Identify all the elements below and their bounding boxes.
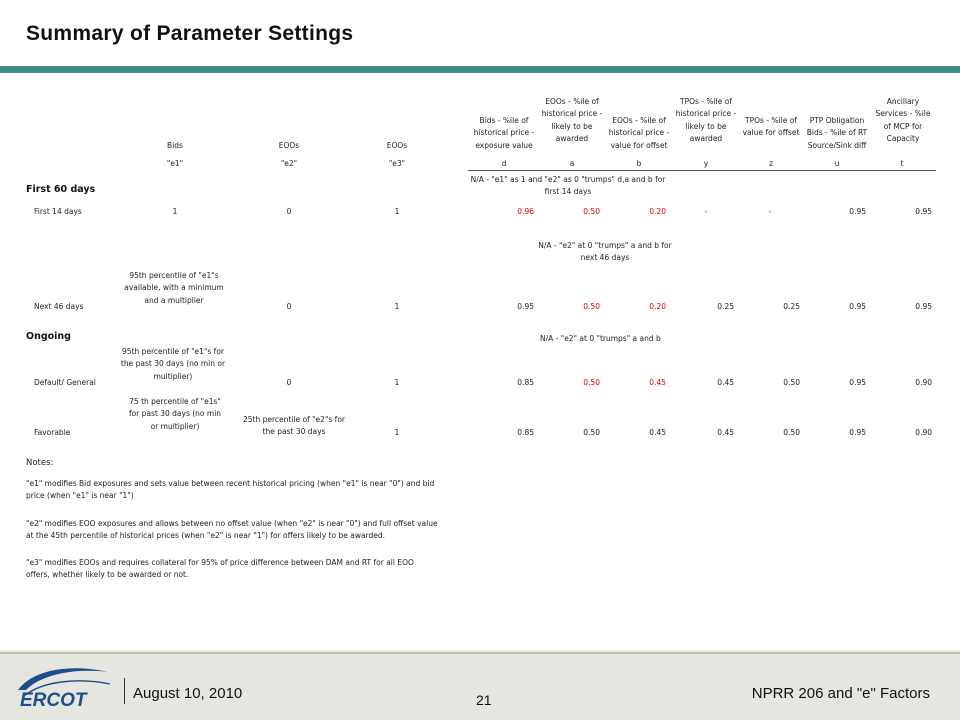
footer-date: August 10, 2010	[133, 685, 243, 702]
symbol-z: z	[769, 159, 773, 168]
cell-favorable-e2: 25th percentile of "e2"s for the past 30 days	[242, 415, 345, 437]
ercot-logo	[14, 662, 114, 710]
cell-favorable-t: 0.90	[915, 428, 932, 437]
notes-heading: Notes:	[26, 458, 54, 468]
symbol-u: u	[834, 159, 840, 168]
col-header-bids: Bids	[167, 141, 183, 150]
cell-14-a: 0.50	[583, 207, 600, 216]
cell-default-b: 0.45	[649, 378, 666, 387]
cell-favorable-u: 0.95	[849, 428, 866, 437]
cell-14-e1: 1	[172, 207, 178, 216]
cell-favorable-z: 0.50	[783, 428, 800, 437]
footer-rule	[0, 652, 960, 654]
symbol-b: b	[636, 159, 642, 168]
symbol-a: a	[569, 159, 575, 168]
col-header-d: Bids - %ile of historical price - exposure value	[473, 116, 535, 150]
symbol-d: d	[501, 159, 507, 168]
cell-46-d: 0.95	[517, 302, 534, 311]
footer-doc-title: NPRR 206 and "e" Factors	[751, 685, 930, 702]
cell-46-b: 0.20	[649, 302, 666, 311]
cell-14-e2: 0	[286, 207, 292, 216]
note-next-46-days: N/A - "e2" at 0 "trumps" a and b for next 46 days	[538, 241, 672, 263]
section-ongoing: Ongoing	[26, 331, 71, 342]
cell-14-d: 0.96	[517, 207, 534, 216]
symbol-y: y	[703, 159, 709, 168]
page-number: 21	[476, 692, 492, 708]
note-first-14-days: N/A - "e1" as 1 and "e2" as 0 "trumps" d,a and b for first 14 days	[470, 175, 666, 197]
cell-default-e3: 1	[394, 378, 400, 387]
note-ongoing: N/A - "e2" at 0 "trumps" a and b	[540, 334, 661, 343]
section-first-60-days: First 60 days	[26, 184, 96, 195]
cell-favorable-d: 0.85	[517, 428, 534, 437]
cell-14-b: 0.20	[649, 207, 666, 216]
cell-favorable-b: 0.45	[649, 428, 666, 437]
col-header-eoos-e3: EOOs	[386, 141, 408, 150]
cell-46-e2: 0	[286, 302, 292, 311]
cell-46-y: 0.25	[717, 302, 734, 311]
symbol-e1: "e1"	[166, 159, 184, 168]
row-label-default-general: Default/ General	[34, 378, 96, 387]
symbol-e2: "e2"	[280, 159, 298, 168]
cell-46-a: 0.50	[583, 302, 600, 311]
symbol-t: t	[900, 159, 904, 168]
cell-46-u: 0.95	[849, 302, 866, 311]
row-label-favorable: Favorable	[34, 428, 71, 437]
cell-14-u: 0.95	[849, 207, 866, 216]
note-e1: "e1" modifies Bid exposures and sets value between recent historical pricing (when "e1" is near "0") and bid price (when "e1" is near "1")	[26, 479, 435, 500]
cell-14-z: -	[768, 207, 772, 216]
cell-46-e1: 95th percentile of "e1"s available, with a minimum and a multiplier	[124, 271, 224, 305]
cell-default-e1: 95th percentile of "e1"s for the past 30 days (no min or multiplier)	[120, 347, 226, 381]
col-header-y: TPOs - %ile of historical price - likely to be awarded	[675, 97, 737, 144]
cell-default-a: 0.50	[583, 378, 600, 387]
cell-favorable-e1: 75 th percentile of "e1s" for past 30 days (no min or multiplier)	[128, 397, 222, 431]
note-e2: "e2" modifies EOO exposures and allows between no offset value (when "e2" is near "0") and full offset value at the 45th percentile of historical prices (when "e2" is near "1") for offers likely to be awarded.	[26, 519, 438, 540]
footer-separator	[124, 678, 125, 704]
symbol-e3: "e3"	[388, 159, 406, 168]
cell-favorable-a: 0.50	[583, 428, 600, 437]
cell-46-t: 0.95	[915, 302, 932, 311]
cell-default-e2: 0	[286, 378, 292, 387]
col-header-b: EOOs - %ile of historical price - value for offset	[608, 116, 670, 150]
col-header-eoos-e2: EOOs	[278, 141, 300, 150]
logo-wordmark: ERCOT	[20, 690, 87, 710]
slide-title: Summary of Parameter Settings	[26, 22, 354, 45]
cell-default-u: 0.95	[849, 378, 866, 387]
row-label-first-14-days: First 14 days	[34, 207, 82, 216]
col-header-u: PTP Obligation Bids - %ile of RT Source/Sink diff	[806, 116, 868, 150]
cell-14-t: 0.95	[915, 207, 932, 216]
cell-default-d: 0.85	[517, 378, 534, 387]
cell-favorable-y: 0.45	[717, 428, 734, 437]
col-header-a: EOOs - %ile of historical price - likely to be awarded	[541, 97, 603, 144]
col-header-z: TPOs - %ile of value for offset	[742, 116, 800, 138]
cell-46-z: 0.25	[783, 302, 800, 311]
cell-default-y: 0.45	[717, 378, 734, 387]
cell-14-e3: 1	[394, 207, 400, 216]
header-rule	[468, 170, 936, 171]
note-e3: "e3" modifies EOOs and requires collateral for 95% of price difference between DAM and RT for all EOO offers, whether likely to be awarded or not.	[26, 558, 414, 579]
cell-default-z: 0.50	[783, 378, 800, 387]
cell-14-y: -	[704, 207, 708, 216]
cell-favorable-e3: 1	[394, 428, 400, 437]
cell-46-e3: 1	[394, 302, 400, 311]
row-label-next-46-days: Next 46 days	[34, 302, 84, 311]
cell-default-t: 0.90	[915, 378, 932, 387]
col-header-t: Ancillary Services - %ile of MCP for Capacity	[875, 97, 931, 144]
